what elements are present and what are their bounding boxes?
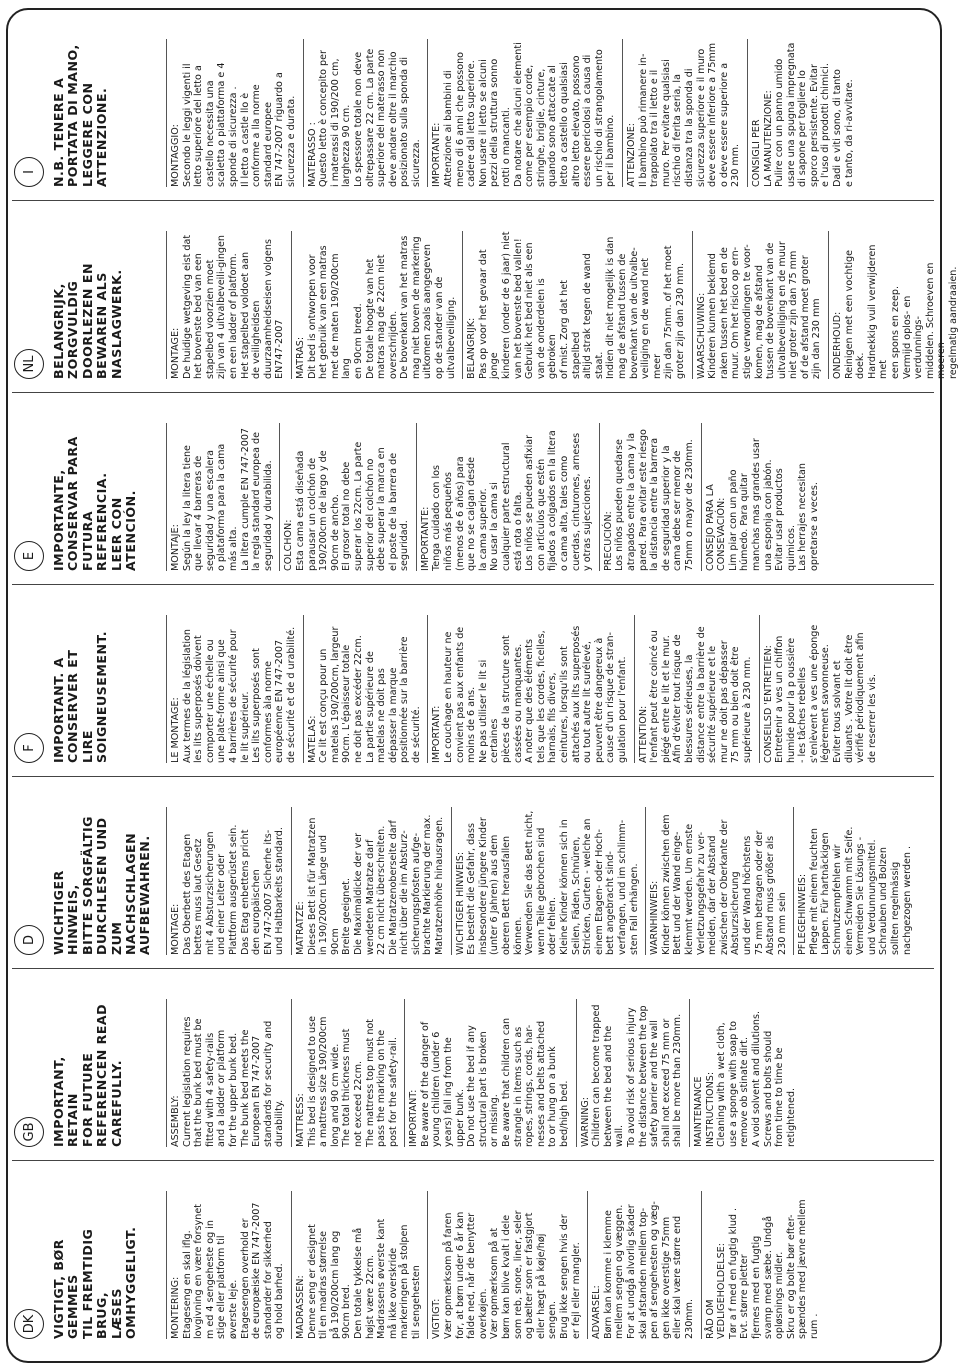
paragraph-text: Cleaning with a wet cloth, use a sponge with soap to remove ob stinate dirt. A void solvent and dilutions. Screws and bolts should from time to time be retightened. [716,1011,797,1147]
paragraph-heading: MADRASSEN: [294,1275,306,1339]
column-divider [12,776,934,777]
paragraph-important [427,615,628,763]
paragraph-heading: ADVARSEL: [591,1285,603,1339]
language-badge: GB [14,1117,44,1147]
paragraph-warning [645,807,788,955]
paragraph-maintenance [701,1191,821,1339]
paragraph-heading: MONTAGE: [170,327,181,379]
paragraph-maintenance [759,615,879,763]
paragraph-text: Aux termes de la législation les lits superposés doivent comporter une échelle ou une plate-forme ainsi que 4 barrières de sécurité pour le lit supérieur. Les lits superposés sont conformes àla norme européenne EN 747-2007 de sécurité et de d urabilité. [181,626,297,763]
paragraph-heading: MONTAGE: [170,903,181,955]
paragraph-text: Dit bed is ontworpen voor het gebruik van een matras met de maten 190/200cm lang en 90cm breed. De totale hoogte van het matras mag de 22cm niet overschrijden. De bovenkant van het matras mag niet boven de markering uitkomen zoals aangegeven op de stander van de uitvalbeveiliging. [306,235,457,379]
paragraph-heading: IMPORTANTE: [431,122,443,187]
paragraph-heading: VIGTIGT: [431,1298,443,1339]
paragraph-heading: MATRATZE: [294,901,306,955]
section-gb [14,989,934,1159]
paragraph-important [427,39,617,187]
paragraph-text: De huidige wetgeving eist dat het bovenste bed van een stapelbed voorzien moet zijn van 4 uitvalbeveili-gingen en een ladder of platform. Het stapelbed voldoet aan de veiligheidsen duurzaamheidseisen volgens EN747-2007 [181,234,286,379]
paragraph-text: Le couchage en hauteur ne convient pas aux enfants de moins de 6 ans. Ne pas utiliser le lit si certaines pièces de la structure sont cassées ou manquantes. A noter que des éléments tels que les cordes, ficelles, harnais, fils divers, ceintures, lorsqu'ils sont attachés aux lits superposés ou tout autre lit surélevé, peuvent être dangereux à cause d'un risque de stran- gulation pour l'enfant. [443,625,628,763]
paragraph-text: Esta cama está diseñada parausar un colchón de 190/200cm de largo y de 90cm de ancho. El grosor total no debe superar los 22cm. La parte superior del colchón no debe superar la marca en el poste de la barrera de seguridad. [294,441,411,571]
section-e [14,413,934,583]
paragraph-heading: CONSEJO PARA LA CONSEVACIÓN: [704,484,728,571]
paragraph-text: Attenzione ai bambini di meno di 6 anni che possono cadere dal letto superiore. Non usare il letto se alcuni pezzi della struttura sonno rotti o mancanti. Da notare che alcuni elementi come per esempio corde, stringhe, briglie, cinture, quando sono attaccate al letto a castello o qualsiasi altro letto elevato, possono essere pericolosi a causa di un rischio di strangolamento per il bambino. [443,42,617,187]
paragraph-heading: COLCHON: [283,519,295,571]
paragraph-heading: ASSEMBLY: [170,1095,181,1147]
paragraph-heading: MATRAS: [294,336,306,379]
paragraph-text: Etageseng en skal iflg. lovgivning en være forsynet m ed 4 sengeheste og in stige eller platform til øverste leje. Etagesengen overhold er de europæiske EN 747-2007 standarder for sikkerhed og hold barhed. [181,1202,286,1339]
paragraph-important [404,999,570,1147]
paragraph-text: Lim piar con un paño húmedo. Para quitar manchas mas grandes usar una esponja con jabón. Evitar usar productos quimicos. Las herrajes necesitan opretarse a veces. [727,438,820,571]
paragraph-assembly [166,231,286,379]
language-badge: E [14,541,44,571]
paragraph-maintenance [828,231,960,379]
paragraph-text: Secondo le leggi vigenti il letto superiore del letto a castello necessita una scaletta o piattaforma e 4 sponde di sicurezza . Il letto a castle llo è conforme a lla norme standard europee EN 747-2007 riguardo a sicurezza e durata. [181,62,297,187]
paragraph-heading: WICHTIGER HINWEIS: [454,851,466,955]
paragraph-text: Pulire con un panno umido usare una spugna impregnata di sapone per togliere lo sporco persistente. Evitar e l'uso di prodotti chimici. Dadi e viti sono, di tanto e tanto, da ri-avvitare. [774,42,855,187]
section-dk [14,1181,934,1351]
paragraph-assembly [166,423,274,571]
paragraph-text: Denne seng er designet til en madras størrelse på 190/200cm lang og 90cm bred. Den totale tykkelse må højst være 22cm. Madrassens øverste kant må ikke overskride markeringen på stolpen til sengehesten [306,1218,422,1339]
paragraph-warning [576,999,684,1147]
section-title: BELANGRIJK, ZORGVULDIG DOORLEZEN EN BEWAREN ALS NASLAGWERK. [51,263,124,379]
paragraph-mattress [303,39,423,187]
column-divider [12,584,934,585]
paragraph-text: Es besteht die Gefahr, dass insbesondere jüngere Kinder (unter 6 Jahren) aus dem oberen Bett herausfallen können. Verwenden Sie das Bett nicht, wenn Teile gebrochen sind oder fehlen. Kleine Kinder können sich in Seilen, Fäden, Schnüren, Stricken, Gurten - welche an einem Etagen- oder Hoch- bett angebracht sind- verfangen, und im schlimm- sten Fall erhängen. [466,810,640,955]
section-title: VIGTIGT, BØR GEMMES TIL FREMTIDIG BRUG, LÆSES OMHYGGELIGT. [51,1226,139,1339]
column-divider [12,200,934,201]
paragraph-important [416,423,594,571]
paragraph-heading: MATTRESS: [294,1093,306,1147]
paragraph-maintenance [793,807,913,955]
paragraph-important [462,231,686,379]
paragraph-heading: CONSEILSD 'ENTRETIEN: [762,645,774,763]
paragraph-warning [622,39,742,187]
section-title: WICHTIGER HINWEIS, BITTE SORGFÄLTIG DURCHLESEN UND ZUM NACHSCHLAGEN AUFBEWAHREN. [51,815,153,955]
paragraph-text: Reinigen met een vochtige doek. Hardnekkig vuil verwijderen met een spons en zeep. Vermijd oplos- en verdunnings- middelen. Schroeven en moeren regelmatig aandraaien. [843,244,959,379]
paragraph-assembly [166,615,298,763]
paragraph-heading: CONSIGLI PER LA MANUTENZIONE: [750,90,774,187]
paragraph-heading: ATTENTION: [637,705,649,763]
paragraph-text: l'enfant peut être coincé ou piégé entre le lit et le mur. Afin d'éviter tout risque de blessures sérieuses, la distance entre la barrière de sécurité supérieure et le mur ne doit pas dépasser 75 mm ou bien doit être supérieure à 230 mm. [649,626,753,763]
language-badge: F [14,733,44,763]
paragraph-warning [634,615,754,763]
paragraph-mattress [291,999,399,1147]
paragraph-heading: ATTENZIONE: [625,122,637,187]
paragraph-text: Be aware of the danger of young children (under 6 years) fall ing from the upper bunk. Do not use the bed if any structural part is broken or missing. Be aware that children can strangle in items such as ropes, strings, cords, har- nesses and belts attached to or hung on a bunk bed/high bed. [419,1017,570,1147]
paragraph-heading: WARNHINWEIS: [649,880,661,955]
paragraph-text: Entretenir a ves un chiffon humide pour la p oussière - les tâches rebelles s'enlèvent a ves une éponge légèrement savonneuse. Eviter tous solvant et diluants . Votre lit doit être vérifié périodiquement afin de reserrer les vis. [774,624,878,763]
paragraph-text: Questo letto è concepito per i materassi di 190/200 cm, larghezza 90 cm. Lo spessore totale non deve oltrepassare 22 cm. La parte superiore del materasso non deve andare oltre il marchio posizionato sulla sponda di sicurezza. [318,48,422,187]
paragraph-text: Los niños pueden quedarse atrapados entre la cama y la pared. Para evitar este riesgo la distancia entre la barrera de seguridad superior y la cama debe ser menor de 75mm o mayor de 230mm. [614,429,695,571]
language-badge: D [14,925,44,955]
paragraph-important [451,807,641,955]
section-nl [14,221,959,391]
paragraph-text: Pas op voor het gevaar dat jonge kinderen (onder de 6 jaar) niet van het bovenste bed vallen! Gebruik het bed niet als een van de onderdelen is gebroken of mist. Zorg dat het stapelbed altijd strak tegen de wand staat. Indien dit niet mogelijk is dan mag de afstand tussen de bovenkant van de uitvalbe- veiliging en de wand niet meer zijn dan 75mm. of het moet groter zijn dan 230 mm. [477,231,686,379]
paragraph-text: Das Oberbett des Etagen bettes muss laut Gesetz mit 4 Absturzsicherungen und einer Leiter oder Plattform ausgerüstet sein. Das Etag enbettens pricht den europäischen EN 747-2007 Sicherhe its- und Haltbarkeits standard. [181,824,286,955]
section-i [14,29,934,199]
paragraph-heading: BELANGRIJK: [466,317,478,379]
paragraph-text: Current legislation requires that the bunk bed must be fitted with 4 safety-rails and a ladder or platform for the upper bunk bed. The bunk bed meets the European EN 747-2007 standards for security and durability. [181,1016,286,1147]
column-divider [12,392,934,393]
paragraph-text: Tenga cuidado con los niños más pequeños (menos de 6 años) para que no se caigan desde la cama superior. No usar la cama si cualquier parte estructural está rota o falta. Los niños se pueden asfixiar con artículos que estén fijados a colgados en la litera o cama alta, tales como cuerdas, cinturones, arneses y otras sujecciones. [431,430,594,571]
paragraph-warning [692,231,824,379]
paragraph-heading: PRECUCIÓN: [602,511,614,571]
paragraph-mattress [279,423,411,571]
paragraph-text: Según la ley la litera tiene que llevar 4 barreras de seguridad y una escalera o plataforma para la cama más alta. La litera cumple EN 747-2007 la regla standard europea de seguridad y durabilida. [181,427,274,571]
paragraph-warning [587,1191,695,1339]
section-title: N.B. TENERE A PORTATA DI MANO, LEGGERE CON ATTENZIONE. [51,44,110,187]
section-title: IMPORTANTE, CONSERVAR PARA FUTURA REFERENCIA. LEER CON ATENCIÓN. [51,436,139,571]
paragraph-heading: MONTERING: [170,1276,181,1339]
paragraph-text: Tør a f med en fugtig klud . Evt. større pletter fjernes med en fugtig svamp med sæbe. Undgå opløsnings midler. Skru er og bolte bør efter- spændes med jævne mellem rum . [727,1199,820,1339]
paragraph-heading: IMPORTANT: [431,705,443,763]
paragraph-text: Pflege mit einem feuchten Lappen. Für hartnäckigen Schmutzempfehlen wir einen Schwamm mit Seife. Vermeiden Sie Lösungs - und Verdunnungsmittel. Schrauben und Bolzen sollten regelmässig nachgezogen werden . [808,826,913,955]
paragraph-heading: IMPORTANT: [408,1089,420,1147]
paragraph-heading: MONTAGGIO: [170,124,181,187]
paragraph-text: Dieses Bett ist für Matratzen in 190/200cm Länge und 90cm Breite geeignet. Die Maximaldicke der ver wendeten Matratze darf 22 cm nicht überschreiten. Die Matratzenoberseite darf nicht über die im Absturz- sicherungspfosten aufge- brachte Markierung der max. Matratzenhöhe hinausragen. [306,814,446,955]
paragraph-heading: MATERASSO : [306,122,318,187]
paragraph-maintenance [701,423,821,571]
paragraph-assembly [166,999,286,1147]
paragraph-warning [599,423,696,571]
paragraph-heading: RÅD OM VEDLIGEHOLDELSE: [704,1243,728,1339]
paragraph-mattress [291,1191,423,1339]
paragraph-maintenance [747,39,855,187]
paragraph-text: Il bambino può rimanere in- trappolato tra il letto e il muro. Per evitare qualsiasi rischio di ferita seria, la distanza tra la sponda di sicurezza superiore e il muro deve essere inferiore a 75mm o deve essere superiore a 230 mm. [637,42,742,187]
language-badge: NL [14,349,44,379]
paragraph-maintenance [689,999,797,1147]
language-badge: I [14,157,44,187]
paragraph-assembly [166,1191,286,1339]
section-f [14,605,934,775]
paragraph-important [427,1191,582,1339]
column-divider [12,1160,934,1161]
section-title: IMPORTANT. A CONSERVER ET LIRE SOIGNEUSEMENT. [51,631,110,763]
paragraph-mattress [291,807,446,955]
paragraph-assembly [166,39,298,187]
paragraph-heading: MATELAS: [306,715,318,763]
paragraph-heading: WARNING: [579,1096,591,1147]
paragraph-mattress [291,231,457,379]
paragraph-text: Ce lit est conçu pour un matelas 190/200cm, largeur 90cm. L'épaisseur totale ne doit pas excéder 22cm. La partie supérieure de matelas ne doit pas dépasser la marque positionnée sur la barrière de sécurité. [318,626,422,763]
paragraph-text: Vær opmærksom på faren for, at børn under 6 år kan falde ned, når de benytter overkøjen. Vær opmærksom på at børn kan blive kvalt i dele som reb, snore, liner, seler og bælter som er fastgjort eller hægt på køje/høj sengen. Brug ikke sengen hvis der er fejl eller mangler. [443,1210,582,1339]
paragraph-mattress [303,615,423,763]
paragraph-heading: PFLEGEHINWEIS: [797,873,809,955]
section-d [14,797,934,967]
paragraph-heading: MONTAJE: [170,524,181,571]
paragraph-text: Børn kan komme i klemme mellem sengen og væggen. For at undgå alvorlig skader skal afstanden mellem top- pen af sengehesten og væg- gen ikke overstige 75mm eller skal være større end 230mm. [602,1201,695,1339]
column-divider [12,968,934,969]
section-title: IMPORTANT, RETAIN FOR FUTURE REFERENCEN READ CAREFULLY. [51,1003,124,1147]
paragraph-heading: LE MONTAGE: [170,697,181,763]
paragraph-text: Kinder können zwischen dem Bett und der Wand einge- klemmt werden. Um ernste Verletzungsgefahr zu ver- meiden, dar der Abstand zwischen der Oberkante der Absturzsicherung und der Wand höchstens 75 mm betragen oder der Abstand muss größer als 230 mm sein [660,814,788,955]
paragraph-heading: ONDERHOUD: [832,311,844,379]
paragraph-text: Children can become trapped between the bed and the wall. To avoid risk of serious injury the distance between the top safety barrier and the wall shall not exceed 75 mm or shall be more than 230mm. [591,1004,684,1147]
paragraph-heading: IMPORTANTE: [419,506,431,571]
paragraph-text: This bed is designed to use a mattress size 190/200cm long and 90 cm wide. The total thickness must not exceed 22cm. The mattress top must not pass the marking on the post for the safety-rail. [306,1015,399,1147]
paragraph-assembly [166,807,286,955]
paragraph-heading: WAARSCHUWING: [695,292,707,379]
language-badge: DK [14,1309,44,1339]
paragraph-text: Kinderen kunnen beklemd raken tussen het bed en de muur. Om het risico op ern- stige verwondingen te voor- komen, mag de afstand tussen de bovenkant van de uitvalbeveiliging en de muur niet groter zijn dan 75 mm of de afstand moet groter zijn dan 230 mm [707,241,823,379]
paragraph-heading: MAINTENANCE INSTRUCTIONS: [692,1071,716,1147]
